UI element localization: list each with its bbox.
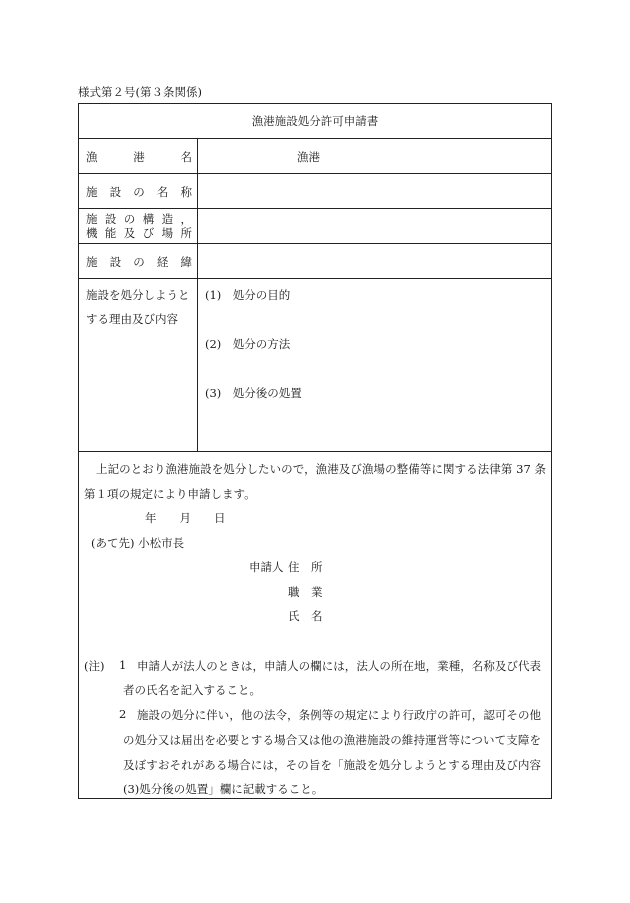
note-1-line-1: 申請人が法人のときは，申請人の欄には，法人の所在地，業種，名称及び代表 — [137, 659, 541, 673]
note-1-line-2: 者の氏名を記入すること。 — [123, 683, 261, 697]
fishing-port-value: 漁港 — [297, 150, 320, 164]
reason-item-method: (2) 処分の方法 — [205, 337, 291, 351]
note-2-line-1: 施設の処分に伴い，他の法令，条例等の規定により行政庁の許可，認可その他 — [137, 708, 541, 722]
notes-prefix: (注) — [84, 659, 105, 673]
name-label: 氏 名 — [288, 609, 323, 623]
application-form — [78, 103, 552, 799]
row-divider — [79, 278, 551, 279]
statement-line-1: 上記のとおり漁港施設を処分したいので，漁港及び漁場の整備等に関する法律第 37 条 — [96, 462, 546, 476]
row-divider — [79, 451, 551, 452]
occupation-label: 職 業 — [288, 585, 323, 599]
addressee: (あて先) 小松市長 — [91, 536, 185, 550]
facility-structure-label-line1: 施設の構造， — [86, 212, 192, 226]
application-date: 年 月 日 — [145, 511, 226, 525]
note-2-line-4: (3)処分後の処置」欄に記載すること。 — [123, 782, 324, 796]
form-number: 様式第２号(第３条関係) — [78, 85, 202, 99]
row-divider — [79, 243, 551, 244]
facility-name-label: 施設の名称 — [86, 185, 192, 199]
facility-structure-label-line2: 機能及び場所 — [86, 226, 192, 240]
row-divider — [79, 173, 551, 174]
form-title: 漁港施設処分許可申請書 — [251, 114, 379, 128]
reason-label-line2: する理由及び内容 — [86, 312, 178, 326]
statement-line-2: 第１項の規定により申請します。 — [84, 487, 256, 501]
reason-item-aftercare: (3) 処分後の処置 — [205, 386, 302, 400]
note-2-line-3: 及ぼすおそれがある場合には，その旨を「施設を処分しようとする理由及び内容 — [123, 758, 541, 772]
facility-history-label: 施設の経緯 — [86, 255, 192, 269]
reason-label-line1: 施設を処分しようと — [86, 288, 190, 302]
row-divider — [79, 208, 551, 209]
fishing-port-label: 漁港名 — [86, 150, 192, 164]
address-label: 住 所 — [288, 560, 323, 574]
row-divider — [79, 138, 551, 139]
reason-item-purpose: (1) 処分の目的 — [205, 288, 291, 302]
applicant-label: 申請人 — [249, 560, 284, 574]
column-divider — [197, 138, 198, 451]
note-2-number: 2 — [119, 707, 127, 721]
note-2-line-2: の処分又は届出を必要とする場合又は他の漁港施設の維持運営等について支障を — [123, 733, 541, 747]
note-1-number: 1 — [119, 658, 127, 672]
